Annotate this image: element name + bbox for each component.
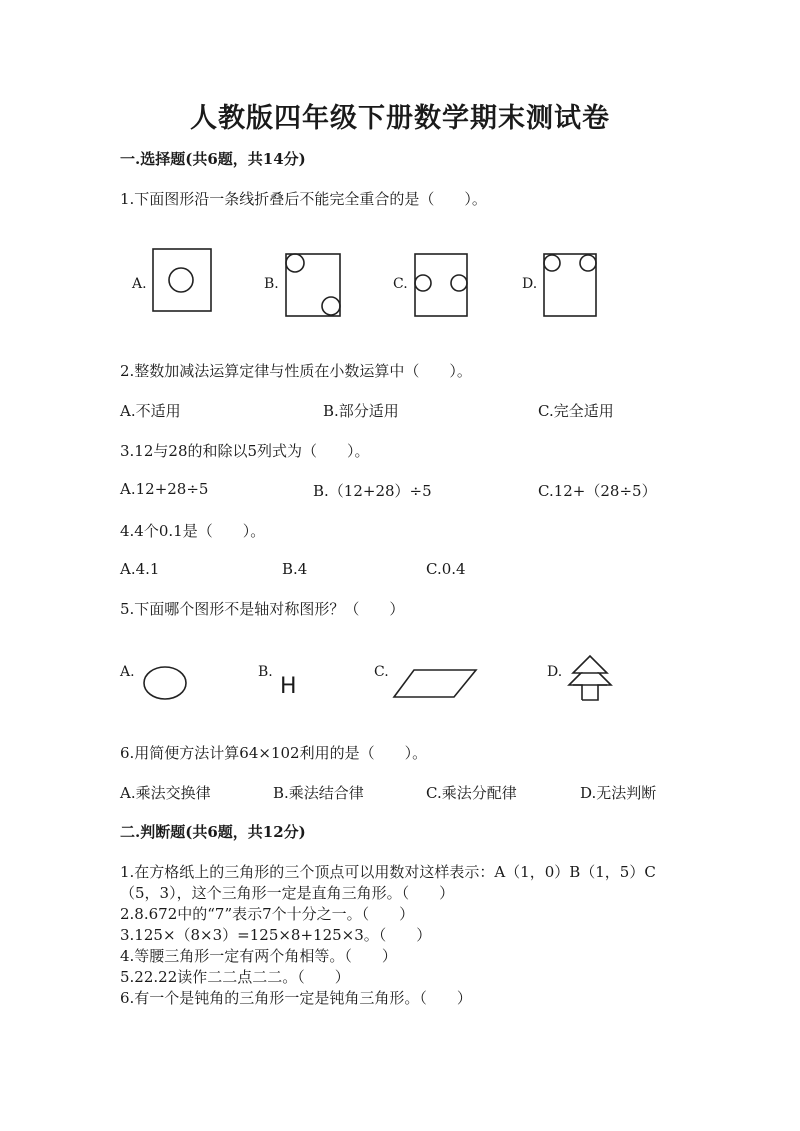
q5-figure-b-letter-h: H xyxy=(280,674,297,699)
q6-option-b: B.乘法结合律 xyxy=(273,784,364,802)
q5-figure-c-parallelogram xyxy=(392,668,482,702)
q2-option-b: B.部分适用 xyxy=(323,402,399,420)
question-5-text: 5.下面哪个图形不是轴对称图形？（ ） xyxy=(120,600,405,618)
q1-option-a-label: A. xyxy=(132,276,147,292)
tf-question-6: 6.有一个是钝角的三角形一定是钝角三角形。（ ） xyxy=(120,989,472,1007)
q5-option-a-label: A. xyxy=(120,664,135,680)
q4-option-b: B.4 xyxy=(282,560,308,578)
tf-question-1-line-1: 1.在方格纸上的三角形的三个顶点可以用数对这样表示：A（1，0）B（1，5）C xyxy=(120,863,656,881)
q3-option-a: A.12+28÷5 xyxy=(120,480,209,498)
q6-option-a: A.乘法交换律 xyxy=(120,784,211,802)
section-heading-choice: 一.选择题(共6题，共14分) xyxy=(120,150,306,168)
q2-option-c: C.完全适用 xyxy=(538,402,614,420)
section-heading-true-false: 二.判断题(共6题，共12分) xyxy=(120,823,306,841)
q5-option-b-label: B. xyxy=(258,664,273,680)
q4-option-a: A.4.1 xyxy=(120,560,160,578)
q1-figure-b-square-corner-circles xyxy=(283,250,343,320)
tf-question-3: 3.125×（8×3）=125×8+125×3。（ ） xyxy=(120,926,432,944)
question-6-text: 6.用简便方法计算64×102利用的是（ ）。 xyxy=(120,744,428,762)
q4-option-c: C.0.4 xyxy=(426,560,466,578)
q1-option-d-label: D. xyxy=(522,276,538,292)
q3-option-b: B.（12+28）÷5 xyxy=(313,482,432,500)
tf-question-2: 2.8.672中的“7”表示7个十分之一。（ ） xyxy=(120,905,415,923)
q1-option-b-label: B. xyxy=(264,276,279,292)
q5-figure-d-tree xyxy=(566,654,616,704)
question-2-text: 2.整数加减法运算定律与性质在小数运算中（ ）。 xyxy=(120,362,472,380)
q1-figure-d-square-top-circles xyxy=(540,250,600,320)
tf-question-4: 4.等腰三角形一定有两个角相等。（ ） xyxy=(120,947,397,965)
tf-question-1-line-2: （5，3），这个三角形一定是直角三角形。（ ） xyxy=(120,884,455,902)
q6-option-d: D.无法判断 xyxy=(580,784,657,802)
q6-option-c: C.乘法分配律 xyxy=(426,784,517,802)
question-1-text: 1.下面图形沿一条线折叠后不能完全重合的是（ ）。 xyxy=(120,190,487,208)
page-title: 人教版四年级下册数学期末测试卷 xyxy=(190,103,610,134)
question-4-text: 4.4个0.1是（ ）。 xyxy=(120,522,266,540)
question-3-text: 3.12与28的和除以5列式为（ ）。 xyxy=(120,442,370,460)
q5-figure-a-ellipse xyxy=(142,664,192,704)
q5-option-d-label: D. xyxy=(547,664,563,680)
q1-figure-c-square-side-circles xyxy=(411,250,471,320)
q1-option-c-label: C. xyxy=(393,276,408,292)
q1-figure-a-square-center-circle xyxy=(152,248,214,314)
q3-option-c: C.12+（28÷5） xyxy=(538,482,657,500)
q5-option-c-label: C. xyxy=(374,664,389,680)
q2-option-a: A.不适用 xyxy=(120,402,181,420)
tf-question-5: 5.22.22读作二二点二二。（ ） xyxy=(120,968,350,986)
